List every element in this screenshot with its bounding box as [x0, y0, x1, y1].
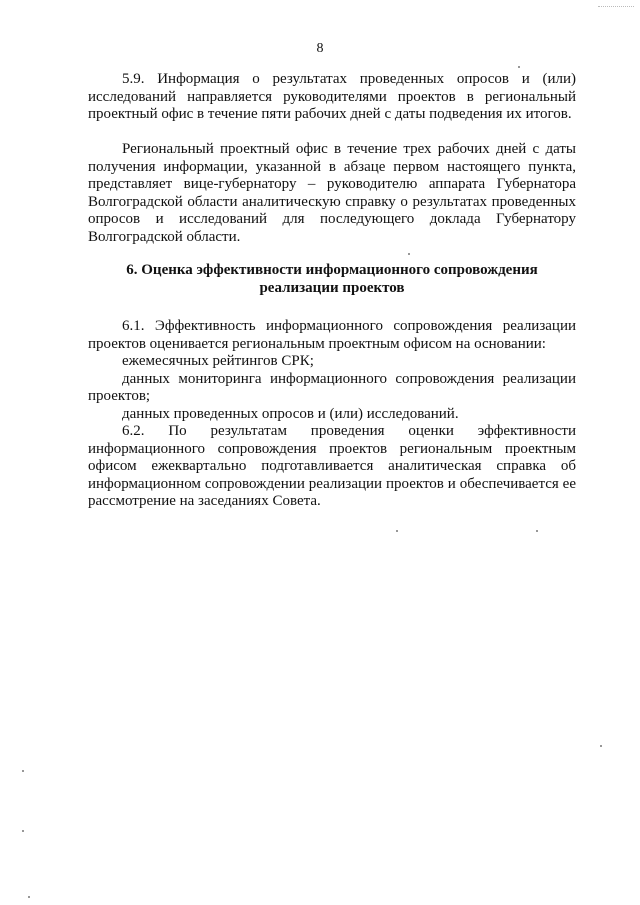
paragraph-5-9 — [88, 71, 576, 124]
scan-speck — [22, 770, 24, 772]
section-6-heading — [88, 262, 576, 297]
heading-line-1: 6. Оценка эффективности информационного сопровождения — [126, 262, 538, 278]
paragraph-6-1: 6.1. Эффективность информационного сопровождения реализации проектов оценивается региональным проектным офисом на основании: — [88, 318, 576, 352]
heading-line-2: реализации проектов — [259, 279, 405, 296]
scan-speck — [518, 66, 520, 68]
scan-speck — [28, 896, 30, 898]
scan-speck — [600, 745, 602, 747]
scan-speck — [396, 530, 398, 532]
page-number: 8 — [316, 41, 324, 56]
list-item-ratings: ежемесячных рейтингов СРК; — [122, 353, 314, 369]
paragraph-6-2: 6.2. По результатам проведения оценки эффективности информационного сопровождения проектов региональным проектным офисом ежеквартально подготавливается аналитическая справка об информационном сопровождении реализации проектов и обеспечивается ее рассмотрение на заседаниях Совета. — [88, 423, 576, 509]
section-6-body — [88, 318, 576, 511]
list-item-surveys: данных проведенных опросов и (или) исследований. — [122, 405, 459, 422]
scan-speck — [536, 530, 538, 532]
scan-speck — [408, 253, 410, 255]
paragraph-regional-office — [88, 141, 576, 246]
list-item-monitoring: данных мониторинга информационного сопровождения реализации проектов; — [88, 370, 576, 404]
paragraph-text: 5.9. Информация о результатах проведенных опросов и (или) исследований направляется руководителями проектов в региональный проектный офис в течение пяти рабочих дней с даты подведения их итогов. — [88, 71, 576, 122]
scan-edge-mark — [598, 0, 634, 7]
paragraph-text: Региональный проектный офис в течение трех рабочих дней с даты получения информации, указанной в абзаце первом настоящего пункта, представляет вице-губернатору – руководителю аппарата Губернатора Волгоградской области аналитическую справку о результатах проведенных опросов и исследований для последующего доклада Губернатору Волгоградской области. — [88, 141, 576, 245]
scan-speck — [22, 830, 24, 832]
